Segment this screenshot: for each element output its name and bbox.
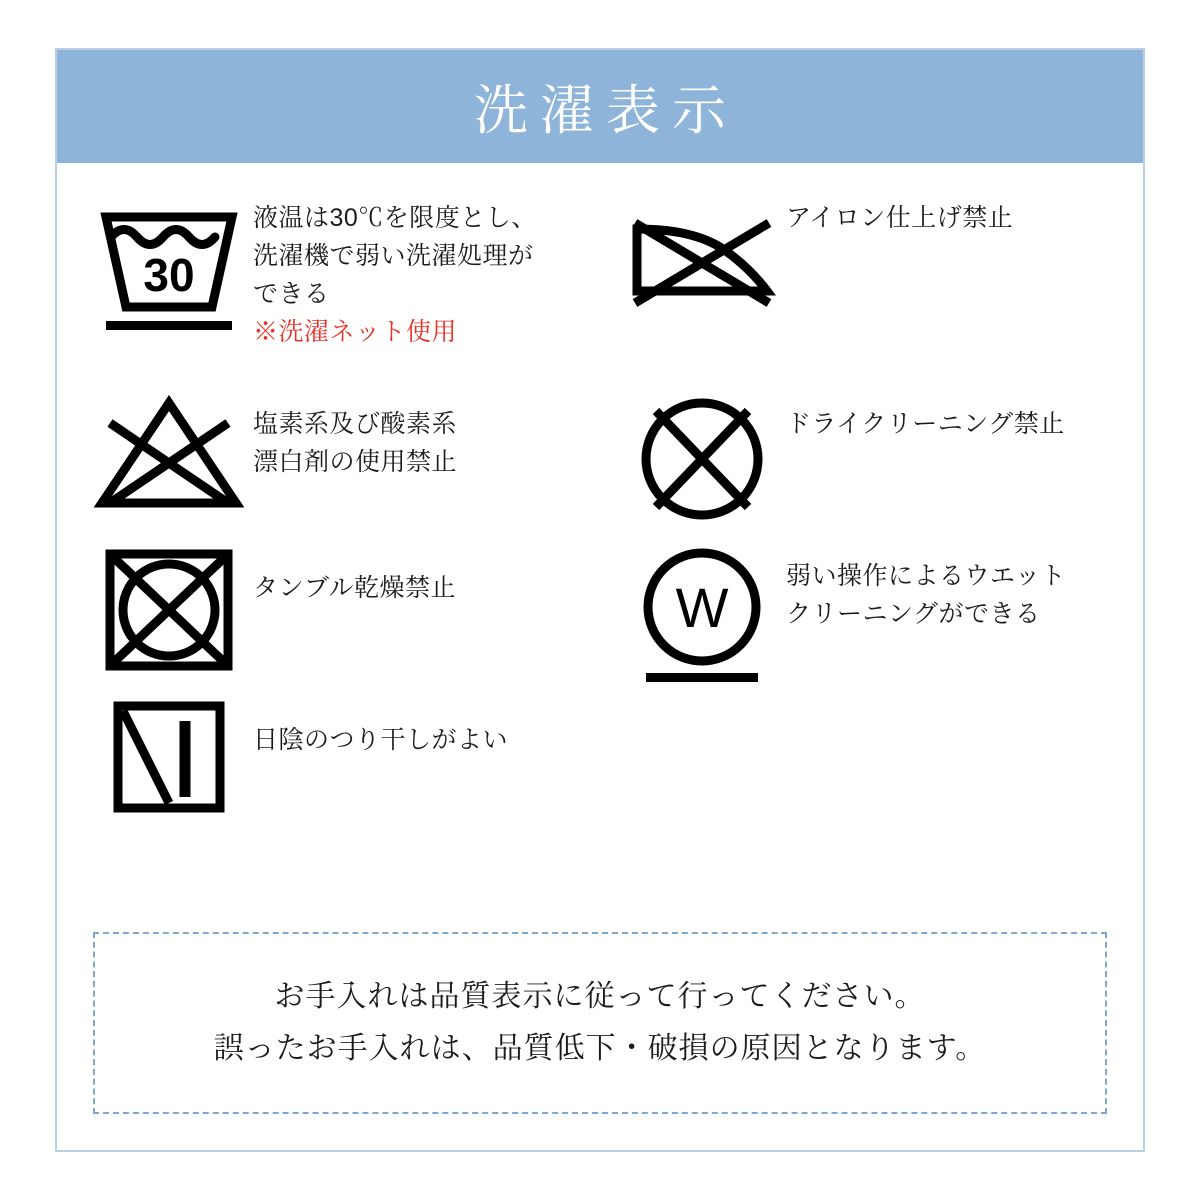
- desc-line: クリーニングができる: [786, 600, 1041, 628]
- symbol-grid: [57, 163, 1143, 843]
- list-item: [618, 539, 1143, 691]
- desc-line: タンブル乾燥禁止: [253, 574, 457, 602]
- symbol-description: [786, 387, 1065, 443]
- desc-line: 弱い操作によるウエット: [786, 562, 1067, 590]
- no-tumble-dry-icon: [85, 539, 253, 675]
- list-item: [618, 387, 1143, 539]
- wash-machine-30-icon: [85, 197, 253, 339]
- list-item: [85, 539, 600, 691]
- list-item: [85, 197, 600, 387]
- symbol-column-right: [600, 197, 1143, 843]
- symbol-description: [253, 387, 457, 481]
- symbol-note: ※洗濯ネット使用: [253, 318, 458, 346]
- svg-text:W: W: [675, 576, 729, 639]
- page-title: 洗濯表示: [474, 81, 738, 141]
- desc-line: アイロン仕上げ禁止: [786, 204, 1014, 232]
- no-bleach-icon: [85, 387, 253, 513]
- symbol-description: [786, 539, 1066, 633]
- symbol-description: [786, 197, 1013, 237]
- wet-clean-mild-icon: [618, 539, 786, 691]
- list-item: [85, 387, 600, 539]
- card-body: [57, 163, 1143, 1150]
- line-dry-in-shade-icon: [85, 691, 253, 817]
- notice-line-1: お手入れは品質表示に従って行ってください。: [274, 980, 926, 1014]
- desc-line: 日陰のつり干しがよい: [253, 726, 509, 754]
- care-label-card: [55, 48, 1145, 1152]
- no-iron-icon: [618, 197, 786, 321]
- header-bar: [57, 50, 1143, 163]
- desc-line: できる: [253, 280, 330, 308]
- symbol-column-left: [57, 197, 600, 843]
- symbol-description: [253, 197, 537, 351]
- desc-line: ドライクリーニング禁止: [786, 410, 1065, 438]
- list-item: [85, 691, 600, 843]
- symbol-description: [253, 539, 456, 607]
- notice-box: [93, 932, 1107, 1114]
- desc-line: 漂白剤の使用禁止: [253, 448, 458, 476]
- desc-line: 洗濯機で弱い洗濯処理が: [253, 242, 534, 270]
- list-item: [618, 197, 1143, 387]
- desc-line: 液温は30℃を限度とし、: [253, 204, 537, 232]
- svg-text:30: 30: [143, 249, 195, 301]
- notice-line-2: 誤ったお手入れは、品質低下・破損の原因となります。: [213, 1032, 987, 1065]
- desc-line: 塩素系及び酸素系: [253, 410, 458, 438]
- symbol-description: [253, 691, 508, 759]
- no-dry-clean-icon: [618, 387, 786, 525]
